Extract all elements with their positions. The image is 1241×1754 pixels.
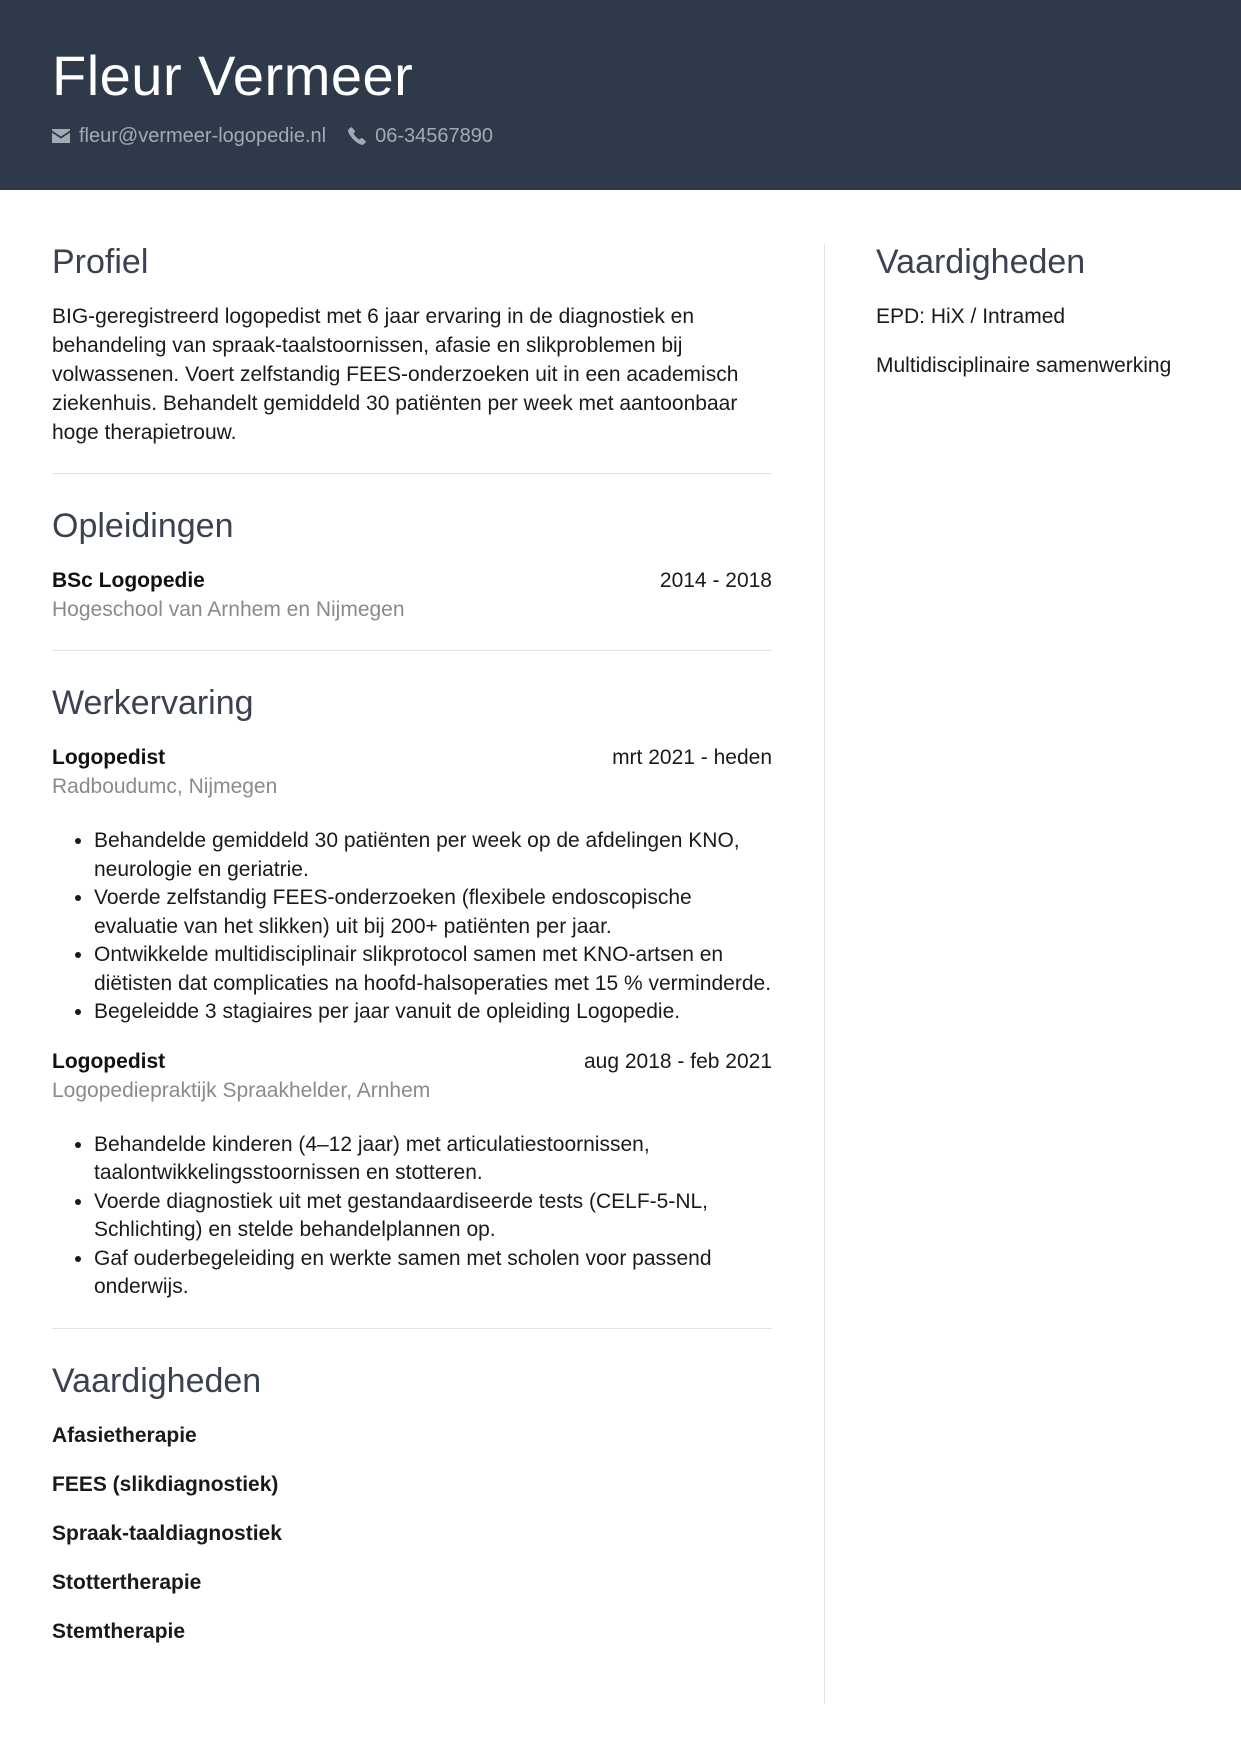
section-divider bbox=[52, 650, 772, 651]
employer-name: Logopediepraktijk Spraakhelder, Arnhem bbox=[52, 1078, 431, 1102]
experience-section bbox=[52, 681, 772, 1302]
job-dates: aug 2018 - feb 2021 bbox=[584, 1049, 772, 1073]
education-dates: 2014 - 2018 bbox=[659, 569, 772, 592]
header-banner bbox=[0, 0, 1241, 190]
skill-item: Spraak-taaldiagnostiek bbox=[52, 1521, 282, 1545]
email-contact[interactable] bbox=[52, 125, 326, 148]
skill-item: Stottertherapie bbox=[52, 1570, 202, 1594]
job-bullet-list bbox=[52, 827, 772, 1027]
degree-title: BSc Logopedie bbox=[52, 569, 205, 592]
phone-contact[interactable] bbox=[348, 125, 493, 148]
skill-item: Stemtherapie bbox=[52, 1619, 186, 1643]
skills-heading: Vaardigheden bbox=[52, 1361, 262, 1400]
column-divider bbox=[824, 244, 825, 1704]
sidebar-skill-item: Multidisciplinaire samenwerking bbox=[876, 354, 1172, 377]
skill-item: Afasietherapie bbox=[52, 1423, 197, 1447]
job-dates: mrt 2021 - heden bbox=[612, 746, 772, 769]
job-bullet: • Behandelde kinderen (4–12 jaar) met articulatiestoornissen, taalontwikkelingsstoornissen en stotteren. bbox=[94, 1131, 772, 1188]
sidebar-skills-heading: Vaardigheden bbox=[876, 243, 1086, 281]
experience-heading: Werkervaring bbox=[52, 684, 254, 722]
education-heading: Opleidingen bbox=[52, 507, 234, 545]
sidebar-skill-item: EPD: HiX / Intramed bbox=[876, 305, 1066, 328]
main-column bbox=[52, 240, 772, 1666]
skill-item: FEES (slikdiagnostiek) bbox=[52, 1472, 279, 1496]
contact-line bbox=[52, 122, 515, 150]
section-divider bbox=[52, 473, 772, 474]
education-entry bbox=[52, 566, 772, 624]
skills-section bbox=[52, 1359, 772, 1646]
experience-entry bbox=[52, 743, 772, 1027]
section-divider bbox=[52, 1328, 772, 1329]
candidate-name: Fleur Vermeer bbox=[52, 44, 414, 107]
education-section bbox=[52, 504, 772, 624]
sidebar-column bbox=[876, 240, 1196, 400]
job-title: Logopedist bbox=[52, 746, 166, 769]
profile-text: BIG-geregistreerd logopedist met 6 jaar ervaring in de diagnostiek en behandeling van spraak-taalstoornissen, afasie en slikproblemen bij volwassenen. Voert zelfstandig FEES-onderzoeken uit in een academisch ziekenhuis. Behandelt gemiddeld 30 patiënten per week met aantoonbaar hoge therapietrouw. bbox=[52, 305, 739, 444]
phone-icon bbox=[348, 127, 366, 145]
job-bullet: • Gaf ouderbegeleiding en werkte samen met scholen voor passend onderwijs. bbox=[94, 1245, 772, 1302]
school-name: Hogeschool van Arnhem en Nijmegen bbox=[52, 598, 405, 621]
job-bullet: • Begeleidde 3 stagiaires per jaar vanuit de opleiding Logopedie. bbox=[94, 998, 772, 1027]
profile-heading: Profiel bbox=[52, 243, 149, 281]
job-bullet-list bbox=[52, 1131, 772, 1302]
job-bullet: • Behandelde gemiddeld 30 patiënten per week op de afdelingen KNO, neurologie en geriatrie. bbox=[94, 827, 772, 884]
job-bullet: • Voerde zelfstandig FEES-onderzoeken (flexibele endoscopische evaluatie van het slikken) uit bij 200+ patiënten per jaar. bbox=[94, 884, 772, 941]
job-title: Logopedist bbox=[52, 1049, 166, 1073]
experience-entry bbox=[52, 1047, 772, 1302]
profile-section bbox=[52, 240, 772, 447]
phone-text: 06-34567890 bbox=[375, 124, 493, 147]
job-bullet: • Voerde diagnostiek uit met gestandaardiseerde tests (CELF-5-NL, Schlichting) en stelde behandelplannen op. bbox=[94, 1188, 772, 1245]
email-text: fleur@vermeer-logopedie.nl bbox=[79, 124, 327, 147]
job-bullet: • Ontwikkelde multidisciplinair slikprotocol samen met KNO-artsen en diëtisten dat complicaties na hoofd-halsoperaties met 15 % verminderde. bbox=[94, 941, 772, 998]
envelope-icon bbox=[52, 129, 70, 143]
employer-name: Radboudumc, Nijmegen bbox=[52, 775, 278, 798]
